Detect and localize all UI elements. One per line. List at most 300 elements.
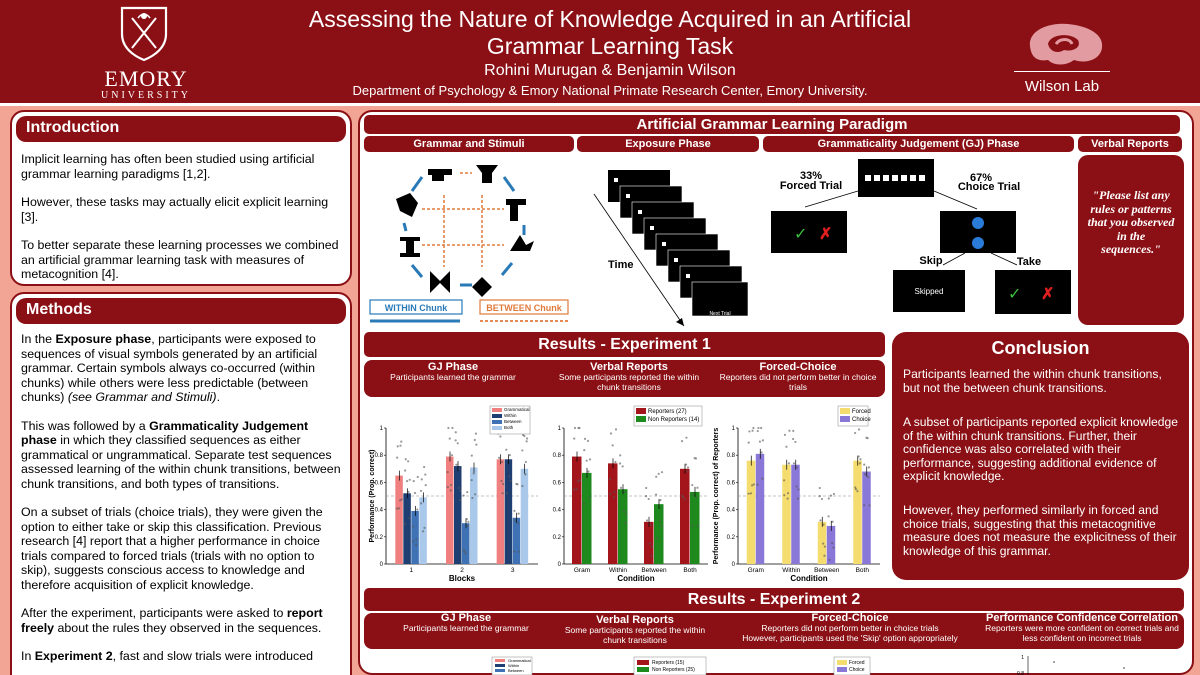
data-point (583, 449, 585, 451)
data-point (407, 460, 409, 462)
data-point (404, 523, 406, 525)
y-tick-label: 0.2 (552, 534, 561, 541)
data-point (760, 427, 762, 429)
data-point (859, 458, 861, 460)
bar (853, 461, 862, 564)
lab-name: Wilson Lab (1024, 78, 1100, 95)
exp2-vr-label (560, 614, 710, 645)
emory-crest-icon (118, 6, 170, 62)
data-point (751, 484, 753, 486)
methods-paragraph (21, 606, 342, 635)
x-tick-label: 2 (460, 567, 464, 574)
data-point (819, 519, 821, 521)
bar (654, 504, 664, 564)
data-point (762, 439, 764, 441)
between-chunk-label: BETWEEN Chunk (486, 303, 562, 313)
text-run: This was followed by a (21, 418, 150, 433)
exp1-gj-chart (364, 398, 542, 584)
choice-arrow-icon (934, 191, 977, 209)
poster-title (230, 6, 990, 60)
data-point (761, 478, 763, 480)
exp1-gj-label (368, 361, 538, 383)
x-tick-label: 1 (409, 567, 414, 574)
time-label: Time (608, 259, 634, 271)
bar (505, 459, 513, 564)
data-point (619, 462, 621, 464)
data-point (830, 494, 832, 496)
bar (747, 461, 756, 564)
data-point (455, 431, 457, 433)
within-chunk-arrows (404, 177, 524, 285)
legend-label: Forced (849, 660, 865, 666)
bar (572, 457, 582, 564)
y-tick-label: 0.2 (726, 534, 735, 541)
data-point (750, 492, 752, 494)
text-run-bold: Exposure phase (55, 332, 152, 346)
data-point (757, 430, 759, 432)
data-point (588, 497, 590, 499)
lab-divider (1014, 71, 1110, 72)
exp2-vr-legend (634, 657, 706, 675)
data-point (796, 466, 798, 468)
data-point (573, 437, 575, 439)
data-point (500, 480, 502, 482)
data-point (783, 494, 785, 496)
data-point (513, 510, 515, 512)
data-point (787, 492, 789, 494)
y-tick-label: 0.6 (726, 480, 735, 487)
choice-trial-label: Choice Trial (957, 181, 1021, 193)
data-point (404, 469, 406, 471)
y-tick-label: 0.4 (374, 507, 383, 514)
legend-swatch (636, 416, 646, 422)
data-point (615, 428, 617, 430)
text-run-bold: Experiment 2 (34, 649, 113, 663)
data-point (584, 438, 586, 440)
data-point (684, 498, 686, 500)
data-point (466, 518, 468, 520)
data-point (408, 517, 410, 519)
bar (497, 459, 505, 564)
data-point (613, 496, 615, 498)
data-point (794, 441, 796, 443)
legend-swatch (492, 420, 502, 424)
data-point (824, 546, 826, 548)
data-point (416, 508, 418, 510)
exp1-fc-title: Forced-Choice (759, 361, 837, 373)
bar (521, 469, 529, 564)
y-axis-label: Performance (Prop. correct) (369, 449, 376, 543)
legend-label: Grammatical (504, 407, 530, 412)
data-point (450, 484, 452, 486)
data-point (858, 428, 860, 430)
data-point (695, 496, 697, 498)
x-tick-label: Within (608, 567, 628, 574)
data-point (609, 493, 611, 495)
data-point (822, 542, 824, 544)
exposure-diagram (590, 160, 750, 330)
bar (513, 518, 521, 564)
data-point (409, 479, 411, 481)
data-point (610, 432, 612, 434)
gj-phase-header: Grammaticality Judgement (GJ) Phase (763, 136, 1074, 152)
data-point (659, 520, 661, 522)
y-tick-label: 1 (557, 426, 561, 432)
data-point (859, 462, 861, 464)
bar (411, 511, 419, 564)
data-point (447, 471, 449, 473)
data-point (784, 434, 786, 436)
data-point (467, 521, 469, 523)
data-point (793, 462, 795, 464)
choice-percent: 67% (969, 172, 993, 184)
legend-label: Within (504, 413, 517, 418)
data-point (455, 439, 457, 441)
methods-paragraph (21, 649, 342, 664)
exp1-vr-title: Verbal Reports (590, 361, 668, 373)
methods-heading: Methods (16, 298, 346, 324)
data-point (422, 530, 424, 532)
data-point (455, 464, 457, 466)
data-point (577, 427, 579, 429)
data-point (751, 430, 753, 432)
data-point (463, 494, 465, 496)
bar (618, 489, 628, 564)
text-run: In (21, 649, 35, 663)
conclusion-paragraph: A subset of participants reported explicit knowledge of the within chunk transitions. Further, their confidence was also correlated with their performance, suggesting additional evidence of explicit knowledge. (903, 415, 1178, 484)
data-point (579, 479, 581, 481)
data-point (463, 549, 465, 551)
data-point (589, 458, 591, 460)
within-chunk-label: WITHIN Chunk (384, 303, 448, 313)
data-point (577, 480, 579, 482)
data-point (752, 427, 754, 429)
introduction-card (10, 110, 352, 286)
skipped-text: Skipped (914, 287, 944, 296)
data-point (450, 489, 452, 491)
data-point (661, 471, 663, 473)
data-point (518, 513, 520, 515)
grammar-diagram (364, 155, 574, 330)
text-run: , fast and slow trials were introduced (112, 649, 314, 663)
bar (454, 466, 462, 564)
data-point (685, 464, 687, 466)
bar (818, 522, 827, 564)
exp1-vr-sub: Some participants reported the within chunk transitions (558, 372, 700, 392)
data-point (681, 440, 683, 442)
legend-swatch (492, 426, 502, 430)
data-point (613, 491, 615, 493)
data-point (421, 478, 423, 480)
data-point (831, 542, 833, 544)
forced-percent: 33% (799, 170, 823, 182)
data-point (620, 487, 622, 489)
data-point (502, 492, 504, 494)
data-point (451, 454, 453, 456)
data-point (760, 451, 762, 453)
data-point (614, 461, 616, 463)
x-axis-label: Blocks (448, 574, 476, 583)
data-point (458, 468, 460, 470)
data-point (420, 502, 422, 504)
data-point (505, 449, 507, 451)
data-point (406, 480, 408, 482)
x-axis-label: Condition (617, 574, 655, 583)
data-point (502, 483, 504, 485)
data-point (655, 476, 657, 478)
x-axis-label: Condition (790, 574, 828, 583)
data-point (656, 537, 658, 539)
y-tick-label: 0 (731, 562, 735, 568)
data-point (424, 473, 426, 475)
y-tick-label: 1 (379, 426, 383, 432)
text-run: After the experiment, participants were asked to (21, 606, 287, 620)
data-point (524, 473, 526, 475)
exp2-vr-title: Verbal Reports (596, 614, 674, 626)
y-tick-label: 0.8 (374, 453, 383, 460)
legend-label: Reporters (27) (648, 409, 687, 415)
data-point (748, 493, 750, 495)
time-arrowhead-icon (676, 318, 684, 326)
bar (791, 465, 800, 564)
introduction-body (21, 152, 342, 286)
data-point (473, 472, 475, 474)
data-point (466, 491, 468, 493)
data-point (828, 559, 830, 561)
data-point (425, 484, 427, 486)
legend-label: Grammatical (508, 658, 531, 663)
data-point (622, 465, 624, 467)
x-tick-label: 3 (510, 567, 515, 574)
introduction-heading: Introduction (16, 116, 346, 142)
data-point (649, 542, 651, 544)
data-point (787, 498, 789, 500)
data-point (514, 519, 516, 521)
forced-trial-label: Forced Trial (779, 180, 843, 192)
data-point (783, 479, 785, 481)
verbal-report-prompt: "Please list any rules or patterns that you observed in the sequences." (1078, 155, 1184, 325)
data-point (423, 466, 425, 468)
data-point (413, 480, 415, 482)
emory-logo-subtext: UNIVERSITY (101, 90, 191, 101)
exp1-vr-chart (542, 398, 712, 584)
exp2-fc-sub: However, participants used the 'Skip' option appropriately (742, 632, 958, 643)
exp2-pc-axis (1017, 655, 1125, 675)
exp2-gj-sub: Participants learned the grammar (403, 623, 529, 633)
exp2-gj-title: GJ Phase (440, 612, 492, 624)
data-point (785, 446, 787, 448)
data-point (508, 475, 510, 477)
data-point (660, 525, 662, 527)
bar (756, 454, 765, 564)
data-point (788, 462, 790, 464)
exp2-pc-label (982, 612, 1182, 643)
skip-label: Skip (919, 255, 943, 267)
data-point (412, 525, 414, 527)
data-point (655, 493, 657, 495)
data-point (648, 498, 650, 500)
data-point (510, 480, 512, 482)
bar (470, 467, 478, 564)
data-point (521, 485, 523, 487)
intro-paragraph: However, these tasks may actually elicit explicit learning [3]. (21, 195, 329, 224)
data-point (457, 442, 459, 444)
data-point (759, 441, 761, 443)
bar (827, 526, 836, 564)
legend-label: Within (508, 663, 520, 668)
exp1-gj-title: GJ Phase (427, 361, 479, 373)
take-arrow-icon (991, 253, 1017, 265)
bar (690, 492, 700, 564)
data-point (788, 430, 790, 432)
data-point (526, 440, 528, 442)
text-run: about the rules they observed in the sequences. (54, 620, 322, 635)
exp2-pc-title: Performance Confidence Correlation (986, 612, 1178, 624)
legend-label: Non Reporters (25) (652, 667, 695, 673)
bar (582, 473, 592, 564)
data-point (405, 458, 407, 460)
data-point (399, 445, 401, 447)
data-point (868, 466, 870, 468)
y-tick-label: 0.2 (374, 534, 383, 541)
exp2-fc-legend (834, 657, 870, 675)
text-run-italic: (see Grammar and Stimuli) (67, 390, 217, 404)
data-point (792, 430, 794, 432)
pc-tick-label: 0.8 (1017, 671, 1024, 675)
bar (403, 493, 411, 564)
data-point (831, 521, 833, 523)
legend-label: Choice (852, 417, 871, 423)
data-point (685, 437, 687, 439)
data-point (864, 473, 866, 475)
y-tick-label: 0.6 (552, 480, 561, 487)
data-point (822, 524, 824, 526)
exp2-gj-legend (492, 657, 532, 675)
data-point (420, 490, 422, 492)
data-point (651, 546, 653, 548)
data-point (681, 495, 683, 497)
exp2-pc-sub: Reporters were more confident on correct trials and less confident on incorrect trials (985, 623, 1179, 643)
cross-icon: ✗ (819, 226, 833, 243)
x-tick-label: Both (683, 567, 697, 574)
x-tick-label: Gram (573, 567, 591, 574)
pc-tick-label: 1 (1021, 655, 1024, 661)
data-point (447, 427, 449, 429)
text-run: In the (21, 332, 56, 346)
legend-label: Reporters (15) (652, 660, 685, 666)
data-point (867, 476, 869, 478)
data-point (646, 519, 648, 521)
data-point (692, 494, 694, 496)
data-point (645, 495, 647, 497)
data-point (471, 455, 473, 457)
data-point (518, 551, 520, 553)
data-point (623, 491, 625, 493)
y-tick-label: 0.8 (552, 453, 561, 460)
data-point (868, 504, 870, 506)
data-point (696, 487, 698, 489)
text-run-bold: Grammaticality Judgement phase (21, 418, 309, 447)
exp2-gj-label (378, 612, 554, 634)
data-point (691, 484, 693, 486)
authors: Rohini Murugan & Benjamin Wilson (484, 62, 736, 79)
data-point (609, 478, 611, 480)
data-point (796, 485, 798, 487)
data-point (399, 499, 401, 501)
data-point (757, 427, 759, 429)
data-point (576, 488, 578, 490)
y-tick-label: 0.4 (726, 507, 735, 514)
data-point (415, 544, 417, 546)
legend-label: Between (508, 668, 524, 673)
grammar-stimuli-header: Grammar and Stimuli (364, 136, 574, 152)
data-point (858, 455, 860, 457)
gj-diagram (765, 155, 1075, 330)
department: Department of Psychology & Emory National Primate Research Center, Emory University. (352, 83, 868, 98)
data-point (517, 522, 519, 524)
data-point (417, 476, 419, 478)
data-point (449, 437, 451, 439)
x-tick-label: Between (641, 567, 667, 574)
y-tick-label: 0 (557, 562, 561, 568)
data-point (586, 460, 588, 462)
data-point (867, 437, 869, 439)
sequence-symbols (865, 175, 925, 181)
legend-label: Between (504, 419, 522, 424)
data-point (686, 470, 688, 472)
data-point (574, 427, 576, 429)
text-run: . (216, 390, 221, 404)
data-point (526, 437, 528, 439)
data-point (423, 527, 425, 529)
methods-paragraph (21, 419, 342, 492)
data-point (459, 499, 461, 501)
y-axis-label: Performance (Prop. correct) of Reporters (713, 427, 720, 565)
methods-body (21, 332, 342, 675)
exp2-heading: Results - Experiment 2 (364, 588, 1184, 611)
emory-logo-text: EMORY (104, 66, 188, 91)
exp1-fc-sub: Reporters did not perform better in choice trials (719, 372, 877, 392)
intro-paragraph: To better separate these learning processes we combined an artificial grammar learning task with measures of metacognition [4]. (21, 238, 339, 281)
bar (644, 522, 654, 564)
data-point (823, 555, 825, 557)
data-point (650, 555, 652, 557)
legend-label: Forced (852, 409, 871, 415)
x-tick-label: Gram (747, 567, 764, 574)
x-tick-label: Both (855, 567, 869, 574)
legend-swatch (636, 408, 646, 414)
data-point (501, 461, 503, 463)
data-point (687, 466, 689, 468)
exp2-fc-label (730, 612, 970, 643)
data-point (797, 498, 799, 500)
data-point (521, 449, 523, 451)
bar (862, 472, 871, 564)
data-point (619, 454, 621, 456)
data-point (414, 492, 416, 494)
text-run: , participants were exposed to sequences of visual symbols generated by an artificial grammar. Certain symbols always co-occurred (within chunks) while others were less predictable (between chunks) (21, 332, 318, 404)
data-point (695, 457, 697, 459)
y-tick-label: 0.6 (374, 480, 383, 487)
data-point (821, 498, 823, 500)
data-point (748, 442, 750, 444)
data-point (612, 444, 614, 446)
y-tick-label: 0.4 (552, 507, 561, 514)
data-point (624, 522, 626, 524)
data-point (748, 430, 750, 432)
data-point (475, 444, 477, 446)
data-point (863, 464, 865, 466)
